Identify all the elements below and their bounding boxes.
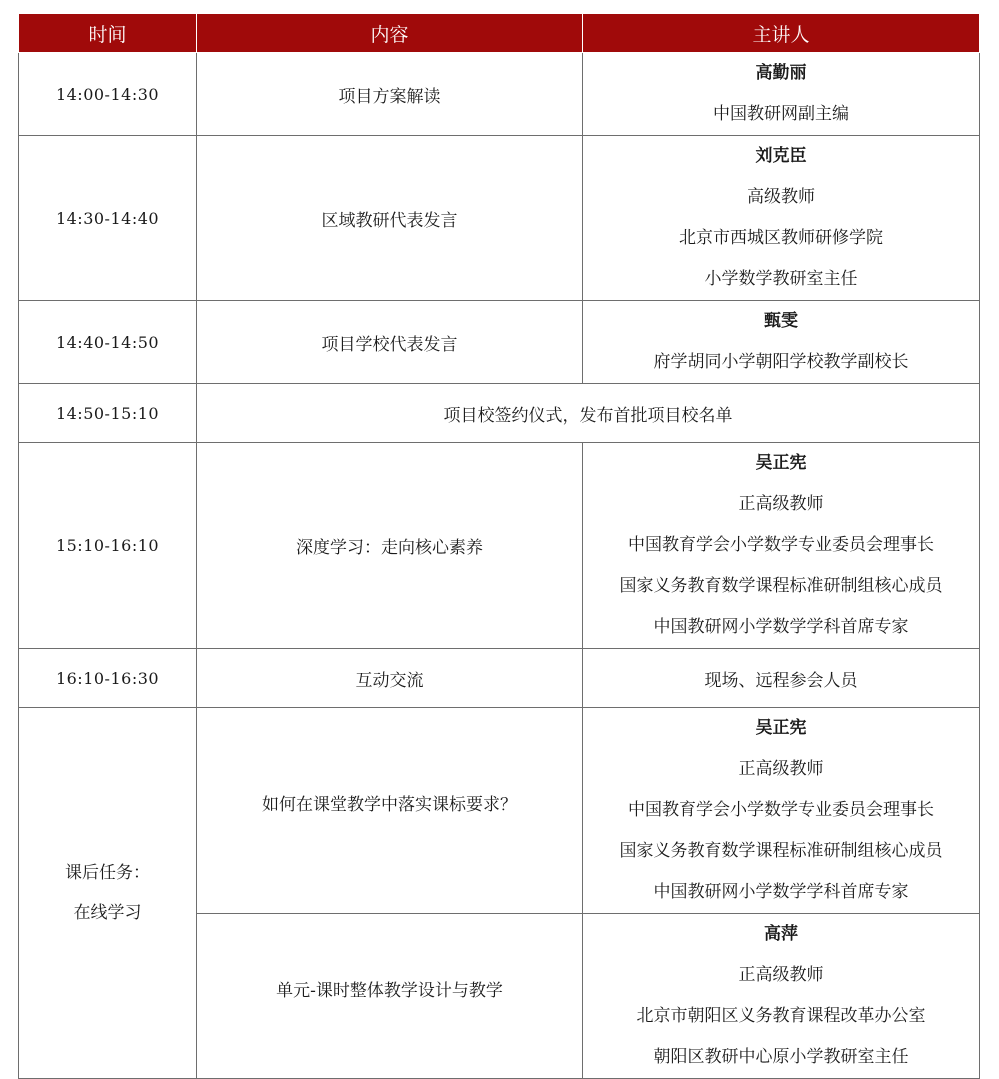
table-row [19,53,980,136]
speaker-title: 朝阳区教研中心原小学教研室主任 [653,1047,909,1067]
speaker-title: 中国教研网小学数学学科首席专家 [653,617,909,637]
speaker-title: 正高级教师 [738,965,824,985]
table-row [19,384,980,443]
speaker-title: 小学数学教研室主任 [704,269,858,289]
table-row [19,708,980,914]
speaker-title: 北京市朝阳区义务教育课程改革办公室 [636,1006,926,1026]
speaker-name: 吴正宪 [755,718,807,738]
after-class-label: 课后任务： [65,863,150,883]
agenda-table [18,13,980,1079]
speaker-title: 府学胡同小学朝阳学校教学副校长 [653,352,909,372]
table-row [19,301,980,384]
speaker-title: 正高级教师 [738,759,824,779]
speaker-title: 高级教师 [747,187,815,207]
speaker-title: 中国教育学会小学数学专业委员会理事长 [628,535,934,555]
time-cell: 14:50-15:10 [19,384,197,443]
after-class-time-cell [19,708,197,1079]
speaker-title: 国家义务教育数学课程标准研制组核心成员 [619,841,943,861]
speaker-name: 甄雯 [764,311,798,331]
table-row [19,649,980,708]
header-content: 内容 [197,14,583,53]
content-cell: 项目方案解读 [197,53,583,136]
header-speaker: 主讲人 [583,14,980,53]
speaker-name: 刘克臣 [755,146,807,166]
time-cell: 16:10-16:30 [19,649,197,708]
speaker-cell: 现场、远程参会人员 [583,649,980,708]
speaker-title: 正高级教师 [738,494,824,514]
merged-content-cell: 项目校签约仪式，发布首批项目校名单 [197,384,980,443]
speaker-cell [583,136,980,301]
speaker-cell [583,301,980,384]
time-cell: 14:40-14:50 [19,301,197,384]
speaker-title: 中国教研网副主编 [713,104,849,124]
speaker-name: 高萍 [764,924,798,944]
speaker-cell [583,914,980,1079]
after-class-mode: 在线学习 [73,903,142,923]
speaker-cell [583,443,980,649]
time-cell: 15:10-16:10 [19,443,197,649]
content-cell: 如何在课堂教学中落实课标要求？ [197,708,583,914]
content-cell: 单元-课时整体教学设计与教学 [197,914,583,1079]
table-row [19,443,980,649]
content-cell: 深度学习：走向核心素养 [197,443,583,649]
time-cell: 14:00-14:30 [19,53,197,136]
content-cell: 互动交流 [197,649,583,708]
content-cell: 项目学校代表发言 [197,301,583,384]
speaker-title: 中国教研网小学数学学科首席专家 [653,882,909,902]
content-cell: 区域教研代表发言 [197,136,583,301]
header-row [19,14,980,53]
speaker-title: 中国教育学会小学数学专业委员会理事长 [628,800,934,820]
speaker-title: 国家义务教育数学课程标准研制组核心成员 [619,576,943,596]
speaker-cell [583,53,980,136]
speaker-name: 高勤丽 [755,63,807,83]
header-time: 时间 [19,14,197,53]
speaker-cell [583,708,980,914]
time-cell: 14:30-14:40 [19,136,197,301]
speaker-name: 吴正宪 [755,453,807,473]
table-row [19,136,980,301]
speaker-title: 北京市西城区教师研修学院 [679,228,883,248]
